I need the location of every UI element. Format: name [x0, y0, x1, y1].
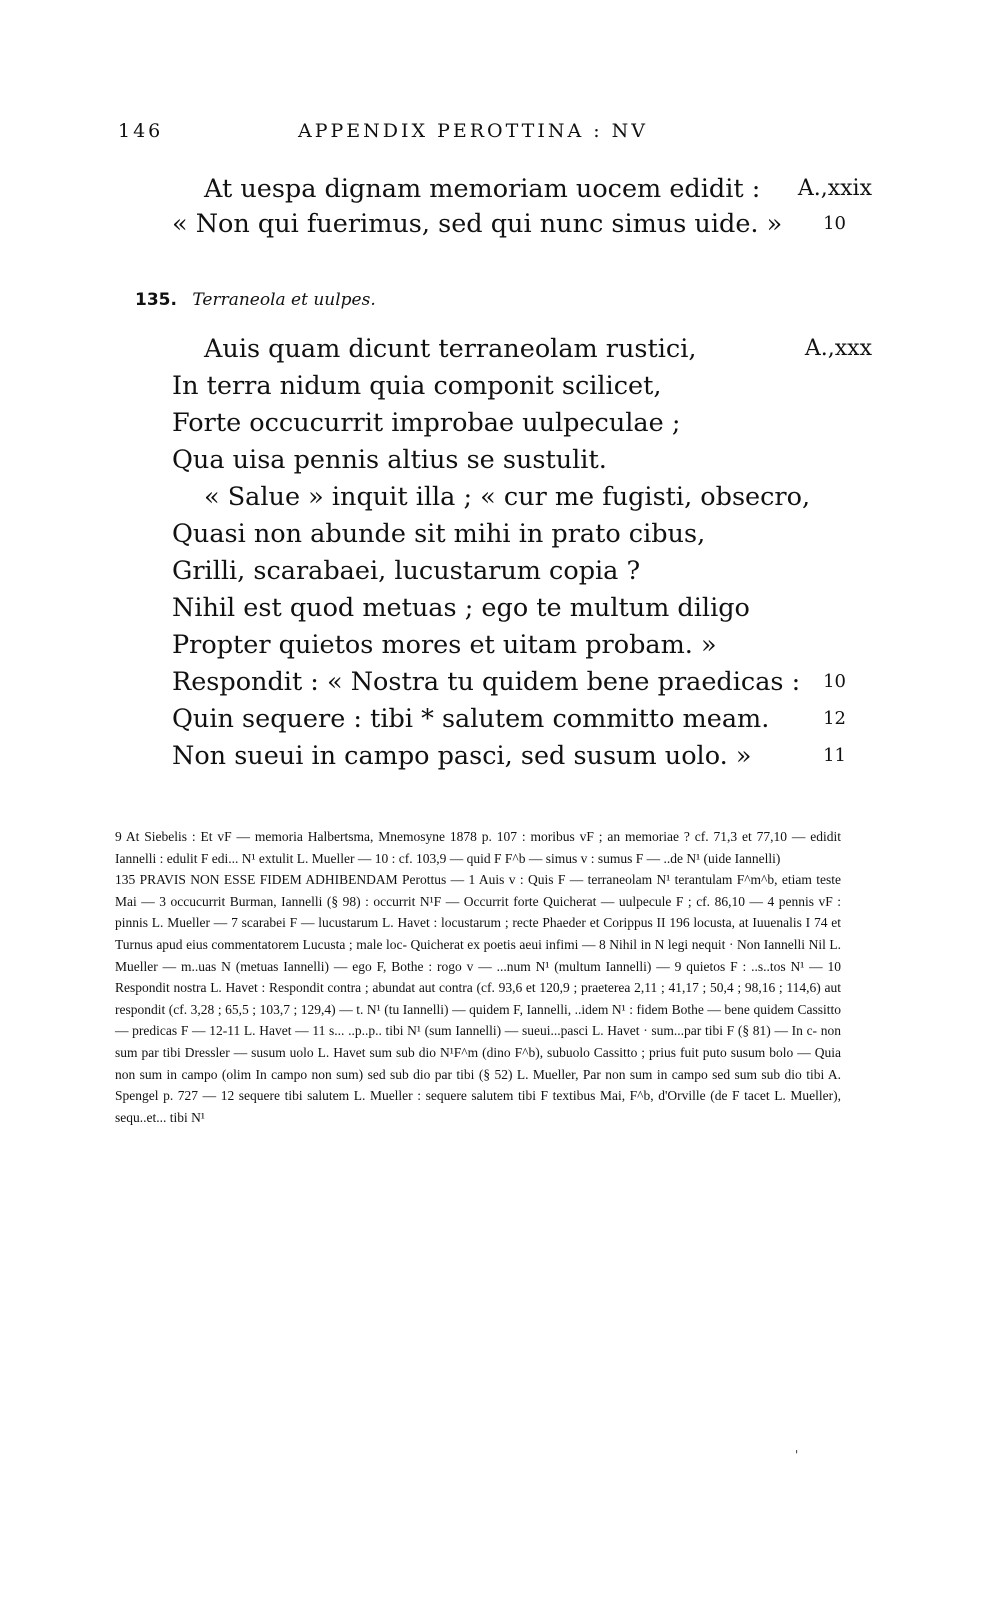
fable-title: Terraneola et uulpes. — [192, 290, 376, 310]
apparatus-note: 135 PRAVIS NON ESSE FIDEM ADHIBENDAM Perottus — 1 Auis v : Quis F — terraneolam N¹ terantulam F^m^b, etiam teste Mai — 3 occucurrit Burman, Iannelli (§ 98) : occurrit N¹F — Occurrit forte Quicherat — uulpecule F ; cf. 86,10 — 4 pennis vF : pinnis L. Mueller — 7 scarabei F — lucustarum L. Havet : locustarum ; recte Phaeder et Corippus II 196 locusta, at Iuuenalis I 74 et Turnus apud eius commentatorem Lucusta ; male loc- Quicherat ex poetis aeui infimi — 8 Nihil in N legi nequit · Non Iannelli Nil L. Mueller — m..uas N (metuas Iannelli) — ego F, Bothe : rogo v — ...num N¹ (multum Iannelli) — 9 quietos F : ..s..tos N¹ — 10 Respondit nostra L. Havet : Respondit contra ; abundat aut contra (cf. 93,6 et 120,9 ; praeterea 2,11 ; 41,17 ; 50,4 ; 98,16 ; 114,6) aut respondit (cf. 3,28 ; 65,5 ; 103,7 ; 129,4) — t. N¹ (tu Iannelli) — quidem F, Iannelli, ..idem N¹ : fidem Bothe — bene quidem Cassitto — predicas F — 12-11 L. Havet — 11 s... ..p..p.. tibi N¹ (sum Iannelli) — sueui...pasci L. Havet · sum...par tibi F (§ 81) — In c- non sum par tibi Dressler — susum uolo L. Havet sum sub dio N¹F^m (dino F^b), subuolo Cassitto ; prius fuit puto susum bolo — Quia non sum in campo (olim In campo non sum) sed sub dio par tibi (§ 52) L. Mueller, Par non sum in campo sed sum sub dio tibi A. Spengel p. 727 — 12 sequere tibi salutem L. Mueller : sequere salutem tibi F textibus Mai, F^b, d'Orville (de F tacet L. Mueller), sequ..et... tibi N¹ — [115, 872, 841, 1125]
apparatus-note: 9 At Siebelis : Et vF — memoria Halbertsma, Mnemosyne 1878 p. 107 : moribus vF ; an memoriae ? cf. 71,3 et 77,10 — edidit Iannelli : edulit F edi... N¹ extulit L. Mueller — 10 : cf. 103,9 — quid F F^b — simus v : sumus F — ..de N¹ (uide Iannelli) — [115, 829, 841, 866]
verse-line: Non sueui in campo pasci, sed susum uolo. » 11 — [172, 737, 872, 775]
fable-heading — [135, 290, 376, 310]
verse-line: « Salue » inquit illa ; « cur me fugisti, obsecro, — [204, 482, 811, 512]
running-head — [118, 120, 870, 150]
verse-line: Grilli, scarabaei, lucustarum copia ? — [172, 556, 641, 586]
verse-line: Auis quam dicunt terraneolam rustici, A.,xxx — [172, 330, 872, 368]
running-title: APPENDIX PEROTTINA : NV — [298, 120, 649, 142]
line-number: 12 — [823, 708, 846, 729]
line-number: 11 — [823, 745, 846, 766]
page-number: 146 — [118, 120, 164, 142]
line-number: 10 — [823, 213, 846, 234]
verse-line: Respondit : « Nostra tu quidem bene praedicas : 10 — [172, 663, 872, 701]
stray-mark: ' — [795, 1448, 799, 1462]
critical-apparatus — [115, 826, 841, 1128]
verse-line: Forte occucurrit improbae uulpeculae ; — [172, 408, 681, 438]
fable-number: 135. — [135, 290, 177, 310]
verse-reference: A.,xxx — [804, 336, 872, 361]
verse-line: Propter quietos mores et uitam probam. » — [172, 630, 717, 660]
line-number: 10 — [823, 671, 846, 692]
verse-line: Quin sequere : tibi * salutem committo meam. 12 — [172, 700, 872, 738]
verse-line: « Non qui fuerimus, sed qui nunc simus uide. » 10 — [172, 205, 872, 243]
verse-line: Qua uisa pennis altius se sustulit. — [172, 445, 607, 475]
verse-line: Quasi non abunde sit mihi in prato cibus, — [172, 519, 706, 549]
verse-reference: A.,xxix — [797, 176, 872, 201]
verse-line: Nihil est quod metuas ; ego te multum diligo — [172, 593, 750, 623]
verse-line: In terra nidum quia componit scilicet, — [172, 371, 662, 401]
verse-line: At uespa dignam memoriam uocem edidit : A.,xxix — [172, 170, 872, 208]
